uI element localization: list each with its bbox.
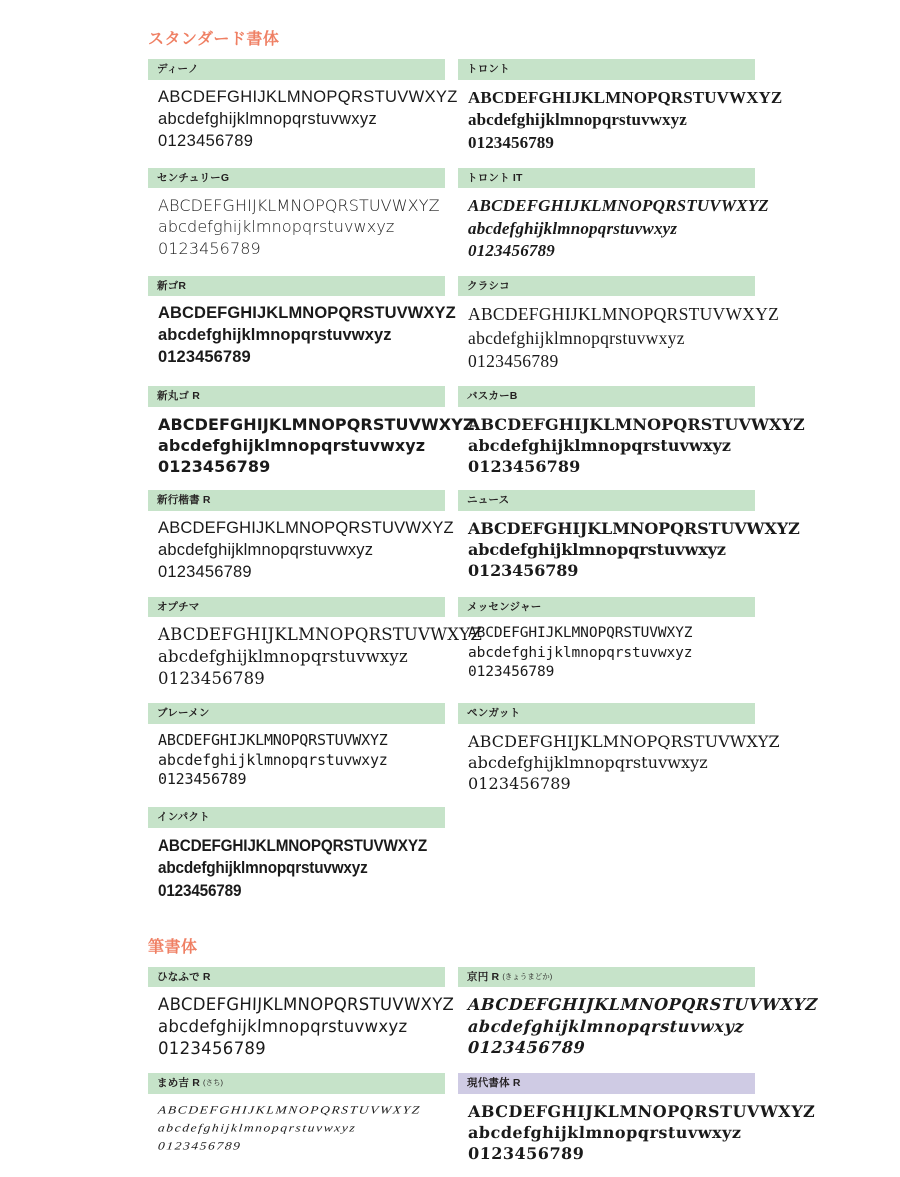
section-heading-standard: スタンダード書体: [148, 31, 280, 48]
specimen-label: [458, 490, 755, 511]
specimen-line: abcdefghijklmnopqrstuvwxyz: [468, 752, 708, 772]
specimen-line: 0123456789: [158, 881, 242, 901]
specimen-card: [458, 490, 800, 583]
section-standard: [148, 30, 805, 916]
specimen-card: [148, 967, 455, 1060]
specimen-line: 0123456789: [158, 669, 265, 689]
specimen-label: [148, 1073, 445, 1094]
specimen-label: [458, 276, 755, 297]
specimen-sample: [148, 1094, 445, 1155]
specimen-line: 0123456789: [157, 1038, 267, 1059]
specimen-sample: [458, 296, 780, 373]
specimen-line: 0123456789: [468, 350, 559, 371]
specimen-card: [458, 59, 783, 154]
specimen-line: abcdefghijklmnopqrstuvwxyz: [467, 1122, 742, 1142]
typeface-name: トロント IT: [467, 171, 523, 184]
specimen-line: ABCDEFGHIJKLMNOPQRSTUVWXYZ: [468, 414, 805, 434]
specimen-label: [458, 967, 755, 988]
specimen-line: abcdefghijklmnopqrstuvwxyz: [468, 110, 687, 130]
specimen-sample: [148, 407, 475, 478]
specimen-sample: [148, 828, 445, 903]
specimen-line: 0123456789: [157, 1139, 243, 1152]
specimen-card: [148, 703, 445, 794]
specimen-label: [148, 386, 445, 407]
specimen-label: [148, 967, 445, 988]
specimen-line: ABCDEFGHIJKLMNOPQRSTUVWXYZ: [158, 518, 454, 537]
specimen-card: [148, 1073, 445, 1164]
specimen-line: 0123456789: [158, 131, 254, 150]
specimen-label: [148, 276, 445, 297]
specimen-line: ABCDEFGHIJKLMNOPQRSTUVWXYZ: [468, 304, 780, 325]
specimen-line: 0123456789: [467, 1037, 586, 1058]
specimen-label: [458, 168, 755, 189]
specimen-label: [148, 168, 445, 189]
specimen-line: 0123456789: [158, 457, 271, 477]
specimen-sample: [458, 188, 769, 263]
specimen-card: [458, 597, 755, 690]
typeface-name: 現代書体 R: [467, 1077, 521, 1090]
specimen-sample: [148, 296, 456, 369]
specimen-label: [148, 807, 445, 828]
specimen-line: abcdefghijklmnopqrstuvwxyz: [158, 326, 392, 345]
section-heading-brush: 筆書体: [148, 938, 198, 956]
specimen-card: [148, 168, 445, 263]
specimen-label: [148, 597, 445, 618]
specimen-line: ABCDEFGHIJKLMNOPQRSTUVWXYZ: [158, 835, 428, 855]
specimen-line: ABCDEFGHIJKLMNOPQRSTUVWXYZ: [468, 87, 783, 107]
specimen-sample: [148, 511, 454, 584]
specimen-sample: [458, 987, 819, 1058]
specimen-label: [148, 490, 445, 511]
specimen-label: [148, 703, 445, 724]
typeface-name: メッセンジャー: [467, 600, 542, 613]
typeface-reading: (きょうまどか): [502, 971, 553, 981]
specimen-card: [148, 807, 445, 902]
specimen-card: [148, 59, 458, 154]
typeface-name: インパクト: [157, 811, 210, 824]
specimen-card: [148, 276, 456, 373]
specimen-label: [148, 59, 445, 80]
specimen-line: 0123456789: [158, 348, 251, 367]
specimen-line: ABCDEFGHIJKLMNOPQRSTUVWXYZ: [158, 304, 456, 323]
typeface-name: ニュース: [467, 494, 510, 507]
specimen-label: [458, 386, 755, 407]
specimen-line: 0123456789: [468, 457, 581, 477]
specimen-card: [458, 276, 780, 373]
specimen-line: 0123456789: [468, 663, 555, 680]
specimen-sample: [458, 724, 780, 795]
specimen-line: 0123456789: [468, 132, 554, 152]
specimen-line: ABCDEFGHIJKLMNOPQRSTUVWXYZ: [157, 1103, 422, 1116]
specimen-label: [458, 1073, 755, 1094]
specimen-line: 0123456789: [158, 238, 261, 258]
specimen-line: ABCDEFGHIJKLMNOPQRSTUVWXYZ: [158, 730, 388, 749]
specimen-sample: [148, 188, 445, 259]
typeface-reading: (さち): [203, 1078, 223, 1088]
specimen-card: [148, 597, 482, 690]
specimen-card: [458, 1073, 816, 1164]
specimen-line: 0123456789: [468, 774, 571, 794]
specimen-line: abcdefghijklmnopqrstuvwxyz: [158, 435, 426, 455]
specimen-card: [458, 703, 780, 794]
specimen-line: ABCDEFGHIJKLMNOPQRSTUVWXYZ: [468, 731, 780, 751]
specimen-line: abcdefghijklmnopqrstuvwxyz: [158, 858, 368, 878]
specimen-card: [458, 967, 819, 1060]
specimen-line: abcdefghijklmnopqrstuvwxyz: [468, 435, 732, 455]
specimen-line: 0123456789: [467, 1144, 585, 1164]
specimen-line: abcdefghijklmnopqrstuvwxyz: [468, 644, 693, 661]
typeface-name: バスカーB: [467, 390, 518, 403]
typeface-name: 新行楷書 R: [157, 494, 211, 507]
specimen-grid-standard: [148, 59, 805, 916]
specimen-line: abcdefghijklmnopqrstuvwxyz: [157, 1016, 408, 1037]
typeface-name: ブレーメン: [157, 707, 210, 720]
specimen-card: [148, 490, 454, 583]
specimen-sample: [458, 511, 800, 582]
specimen-line: abcdefghijklmnopqrstuvwxyz: [158, 540, 374, 559]
typeface-name: センチュリーG: [157, 171, 230, 184]
specimen-line: abcdefghijklmnopqrstuvwxyz: [468, 327, 685, 348]
specimen-label: [458, 59, 755, 80]
specimen-line: abcdefghijklmnopqrstuvwxyz: [158, 109, 378, 128]
specimen-line: ABCDEFGHIJKLMNOPQRSTUVWXYZ: [468, 518, 800, 538]
specimen-label: [458, 597, 755, 618]
specimen-line: ABCDEFGHIJKLMNOPQRSTUVWXYZ: [467, 1101, 816, 1121]
specimen-card: [458, 386, 805, 477]
specimen-line: ABCDEFGHIJKLMNOPQRSTUVWXYZ: [158, 414, 475, 434]
typeface-name: 新丸ゴ R: [157, 390, 200, 403]
specimen-line: abcdefghijklmnopqrstuvwxyz: [158, 750, 388, 769]
specimen-sample: [148, 617, 482, 690]
specimen-line: abcdefghijklmnopqrstuvwxyz: [157, 1121, 358, 1134]
specimen-line: ABCDEFGHIJKLMNOPQRSTUVWXYZ: [468, 625, 693, 642]
specimen-sample: [148, 724, 445, 791]
specimen-line: ABCDEFGHIJKLMNOPQRSTUVWXYZ: [158, 625, 482, 645]
specimen-line: abcdefghijklmnopqrstuvwxyz: [468, 540, 726, 560]
specimen-label: [458, 703, 755, 724]
section-brush: [148, 938, 819, 1177]
specimen-line: abcdefghijklmnopqrstuvwxyz: [467, 1016, 745, 1036]
specimen-line: 0123456789: [468, 561, 579, 581]
specimen-line: 0123456789: [158, 770, 247, 789]
typeface-name: クラシコ: [467, 279, 510, 292]
specimen-line: 0123456789: [158, 562, 252, 581]
typeface-name: ひなふで R: [157, 970, 211, 983]
specimen-line: ABCDEFGHIJKLMNOPQRSTUVWXYZ: [467, 995, 819, 1015]
specimen-line: ABCDEFGHIJKLMNOPQRSTUVWXYZ: [468, 196, 769, 216]
typeface-name: 新ゴR: [157, 279, 187, 292]
specimen-sample: [148, 987, 455, 1060]
specimen-sample: [458, 1094, 816, 1165]
typeface-name: ディーノ: [157, 63, 199, 76]
specimen-line: abcdefghijklmnopqrstuvwxyz: [158, 217, 395, 237]
specimen-sample: [458, 80, 783, 155]
specimen-sample: [458, 407, 805, 478]
specimen-line: 0123456789: [468, 241, 555, 261]
specimen-line: ABCDEFGHIJKLMNOPQRSTUVWXYZ: [158, 87, 458, 106]
specimen-line: ABCDEFGHIJKLMNOPQRSTUVWXYZ: [158, 196, 440, 216]
typeface-name: オプチマ: [157, 600, 200, 613]
typeface-name: 京円 R: [467, 970, 500, 983]
specimen-card: [458, 168, 769, 263]
specimen-line: abcdefghijklmnopqrstuvwxyz: [158, 647, 408, 667]
specimen-line: abcdefghijklmnopqrstuvwxyz: [468, 218, 678, 238]
specimen-line: ABCDEFGHIJKLMNOPQRSTUVWXYZ: [157, 994, 455, 1015]
specimen-sample: [148, 80, 458, 153]
specimen-sample: [458, 617, 755, 682]
typeface-name: トロント: [467, 63, 510, 76]
specimen-grid-brush: [148, 967, 819, 1177]
typeface-name: まめ吉 R: [157, 1077, 200, 1090]
typeface-name: ペンガット: [467, 707, 521, 720]
specimen-card: [148, 386, 475, 477]
